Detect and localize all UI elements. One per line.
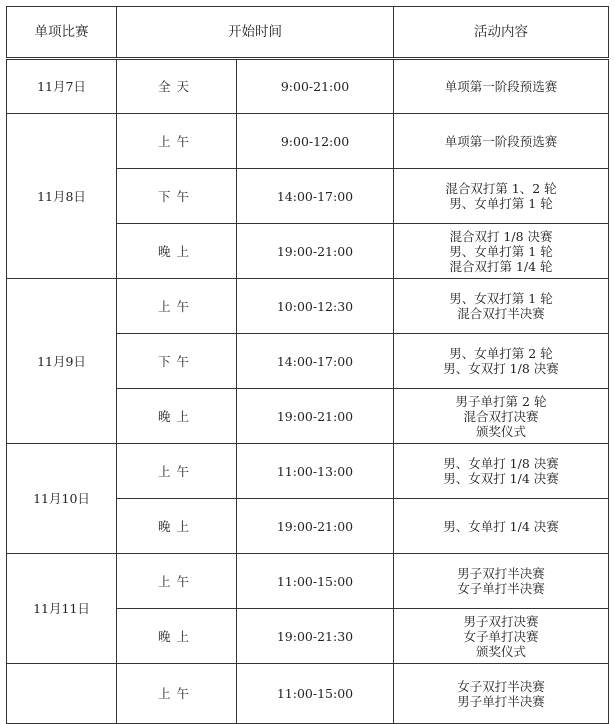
activity-cell [394,224,609,279]
activity-line: 男、女双打 1/4 决赛 [443,471,559,486]
activity-cell [394,114,609,169]
activity-line: 混合双打半决赛 [457,306,545,321]
table-row [7,114,609,169]
session-time: 11:00-13:00 [237,444,394,499]
activity-cell [394,609,609,664]
header-event: 单项比赛 [7,7,117,59]
activity-line: 单项第一阶段预选赛 [444,133,558,149]
activity-cell [394,279,609,334]
session-time: 14:00-17:00 [237,169,394,224]
session-label: 晚上 [157,518,195,534]
session-time: 11:00-15:00 [237,664,394,724]
activity-cell [394,334,609,389]
activity-line: 颁奖仪式 [475,423,526,439]
activity-line: 女子单打半决赛 [457,581,545,596]
activity-line: 女子双打半决赛 [457,678,545,694]
activity-line: 男子单打半决赛 [457,693,545,709]
session-label-cell [117,169,237,224]
header-content: 活动内容 [394,7,609,59]
session-time: 19:00-21:00 [237,499,394,554]
session-label-cell [117,444,237,499]
session-time: 10:00-12:30 [237,279,394,334]
activity-line: 男、女单打 1/4 决赛 [443,518,559,534]
activity-line: 男子双打半决赛 [457,566,545,581]
session-label: 上午 [157,686,195,701]
activity-cell [394,444,609,499]
session-label-cell [117,554,237,609]
table-header-row [7,7,609,59]
table-row [7,664,609,724]
date-cell: 11月7日 [7,59,117,114]
activity-line: 男、女双打第 1 轮 [449,291,553,306]
activity-line: 单项第一阶段预选赛 [444,79,558,94]
session-label: 下午 [157,188,195,204]
session-time: 14:00-17:00 [237,334,394,389]
session-label-cell [117,609,237,664]
session-label: 晚上 [157,408,195,424]
activity-line: 女子单打决赛 [463,628,539,644]
header-start-time: 开始时间 [117,7,394,59]
session-label: 上午 [157,463,195,479]
schedule-body [7,59,609,724]
activity-line: 男、女单打 1/8 决赛 [443,456,559,471]
session-label-cell [117,499,237,554]
session-label: 上午 [157,133,195,149]
date-cell: 11月8日 [7,114,117,279]
session-label: 全天 [157,79,195,94]
activity-cell [394,664,609,724]
session-time: 9:00-12:00 [237,114,394,169]
activity-line: 男、女单打第 1 轮 [449,243,553,259]
session-time: 19:00-21:00 [237,224,394,279]
activity-cell [394,499,609,554]
session-time: 19:00-21:30 [237,609,394,664]
session-label-cell [117,114,237,169]
session-label-cell [117,59,237,114]
table-row [7,279,609,334]
table-row [7,444,609,499]
table-row [7,554,609,609]
activity-line: 男、女单打第 2 轮 [449,346,553,361]
session-label: 上午 [157,573,195,589]
activity-line: 男、女单打第 1 轮 [449,196,553,211]
table-row [7,59,609,114]
activity-line: 混合双打第 1、2 轮 [445,181,557,196]
activity-line: 混合双打第 1/4 轮 [449,258,553,274]
activity-cell [394,59,609,114]
date-cell: 11月11日 [7,554,117,664]
date-cell: 11月10日 [7,444,117,554]
session-label-cell [117,664,237,724]
session-label: 下午 [157,353,195,369]
session-time: 19:00-21:00 [237,389,394,444]
activity-line: 男子双打决赛 [463,613,539,629]
session-label-cell [117,224,237,279]
activity-line: 男子单打第 2 轮 [455,393,547,409]
activity-cell [394,554,609,609]
session-label-cell [117,389,237,444]
activity-line: 男、女双打 1/8 决赛 [443,361,559,376]
date-cell: 11月9日 [7,279,117,444]
activity-line: 颁奖仪式 [475,643,526,659]
activity-line: 混合双打 1/8 决赛 [449,228,553,244]
competition-schedule-table [6,6,609,724]
activity-cell [394,389,609,444]
session-label-cell [117,279,237,334]
session-label: 晚上 [157,628,195,644]
session-label: 晚上 [157,243,195,259]
activity-cell [394,169,609,224]
date-cell [7,664,117,724]
activity-line: 混合双打决赛 [463,408,539,424]
session-label-cell [117,334,237,389]
session-label: 上午 [157,298,195,314]
session-time: 9:00-21:00 [237,59,394,114]
session-time: 11:00-15:00 [237,554,394,609]
